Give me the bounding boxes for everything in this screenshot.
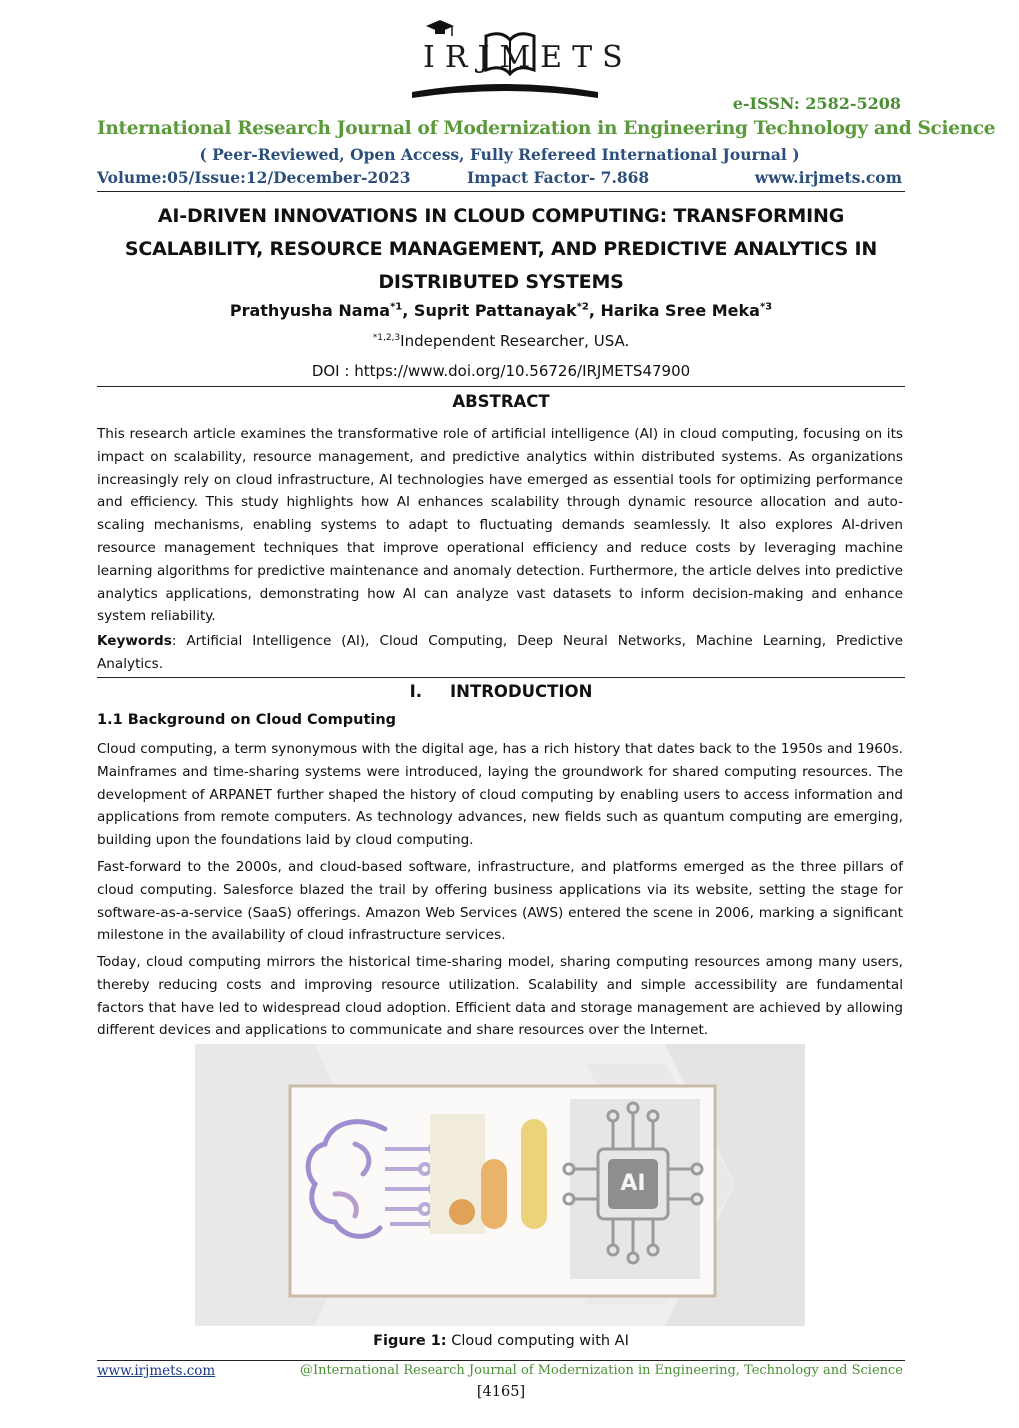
author-mark: *2 [576,301,589,313]
author-name: Prathyusha Nama [229,301,391,320]
subsection-heading: 1.1 Background on Cloud Computing [97,712,397,728]
section-number: I. [409,682,423,701]
figure-1-image [195,1044,805,1326]
body-paragraph: Fast-forward to the 2000s, and cloud-based software, infrastructure, and platforms emerged as the three pillars of cloud computing. Salesforce blazed the trail by offering business applications via its website, setting the stage for software-as-a-service (SaaS) offerings. Amazon Web Services (AWS) entered the scene in 2006, marking a significant milestone in the availability of cloud infrastructure services. [97,859,903,944]
author-name: Suprit Pattanayak [413,301,577,320]
eissn: e-ISSN: 2582-5208 [732,94,901,113]
ai-chip-label: AI [620,1171,646,1196]
section-heading [97,682,905,701]
section-title: INTRODUCTION [450,682,593,701]
keywords-list: : Artificial Intelligence (AI), Cloud Computing, Deep Neural Networks, Machine Learning, Predictive Analytics. [97,633,903,672]
author-mark: *1 [390,301,403,313]
affiliation [97,332,905,350]
footer-divider [97,1360,905,1361]
figure-label: Figure 1: [373,1333,447,1349]
doi-link[interactable]: DOI : https://www.doi.org/10.56726/IRJMETS47900 [311,362,691,380]
header-website-link[interactable]: www.irjmets.com [754,168,902,187]
figure-caption-text: Cloud computing with AI [446,1333,629,1349]
logo-text [423,40,633,75]
header-divider [97,191,905,192]
footer-website-link[interactable]: www.irjmets.com [97,1363,216,1379]
author-name: Harika Sree Meka [600,301,760,320]
abstract-text: This research article examines the transformative role of artificial intelligence (AI) in cloud computing, focusing on its impact on scalability, resource management, and predictive analytics within distributed systems. As organizations increasingly rely on cloud infrastructure, AI technologies have emerged as essential tools for optimizing performance and efficiency. This study highlights how AI enhances scalability through dynamic resource allocation and auto-scaling mechanisms, enabling systems to adapt to fluctuating demands seamlessly. It also explores AI-driven resource management techniques that improve operational efficiency and reduce costs by leveraging machine learning algorithms for predictive maintenance and anomaly detection. Furthermore, the article delves into predictive analytics applications, demonstrating how AI can analyze vast datasets to inform decision-making and enhance system reliability. [97,426,903,625]
journal-name: International Research Journal of Modernization in Engineering Technology and Science [97,118,996,139]
issue-info-row [97,168,902,190]
volume-issue: Volume:05/Issue:12/December-2023 [97,168,411,187]
body-paragraph: Cloud computing, a term synonymous with the digital age, has a rich history that dates back to the 1950s and 1960s. Mainframes and time-sharing systems were introduced, laying the groundwork for shared computing resources. The development of ARPANET further shaped the history of cloud computing by enabling users to access information and applications from remote computers. As technology advances, new fields such as quantum computing are emerging, building upon the foundations laid by cloud computing. [97,741,903,849]
doi-divider [97,386,905,387]
figure-illustration [195,1044,805,1326]
impact-factor: Impact Factor- 7.868 [467,168,650,187]
keywords-label: Keywords [97,633,172,649]
body-paragraph: Today, cloud computing mirrors the historical time-sharing model, sharing computing resources among many users, thereby reducing costs and improving resource utilization. Scalability and simple accessibility are fundamental factors that have led to widespread cloud adoption. Efficient data and storage management are achieved by allowing different devices and applications to communicate and share resources over the Internet. [97,954,903,1039]
keywords [97,630,903,676]
keywords-divider [97,677,905,678]
figure-caption [97,1333,905,1349]
abstract-heading: ABSTRACT [452,392,550,411]
author-mark: *3 [759,301,773,313]
article-title: AI-DRIVEN INNOVATIONS IN CLOUD COMPUTING: TRANSFORMING SCALABILITY, RESOURCE MANAGEMENT, AND PREDICTIVE ANALYTICS IN DISTRIBUTED SYSTEMS [124,205,878,293]
affiliation-text: Independent Researcher, USA. [400,332,630,350]
logo-wordmark: IRJMETS [423,40,633,75]
author-list: Prathyusha Nama$^{*1}$, Suprit Pattanayak$^{*2}$, Harika Sree Meka$^{*3}$ [229,301,773,320]
affiliation-mark: *1,2,3 [372,333,401,343]
page-number: [4165] [476,1384,526,1400]
footer-copyright: @International Research Journal of Modernization in Engineering, Technology and Science [299,1363,903,1378]
peer-reviewed-note: ( Peer-Reviewed, Open Access, Fully Refereed International Journal ) [199,145,800,164]
